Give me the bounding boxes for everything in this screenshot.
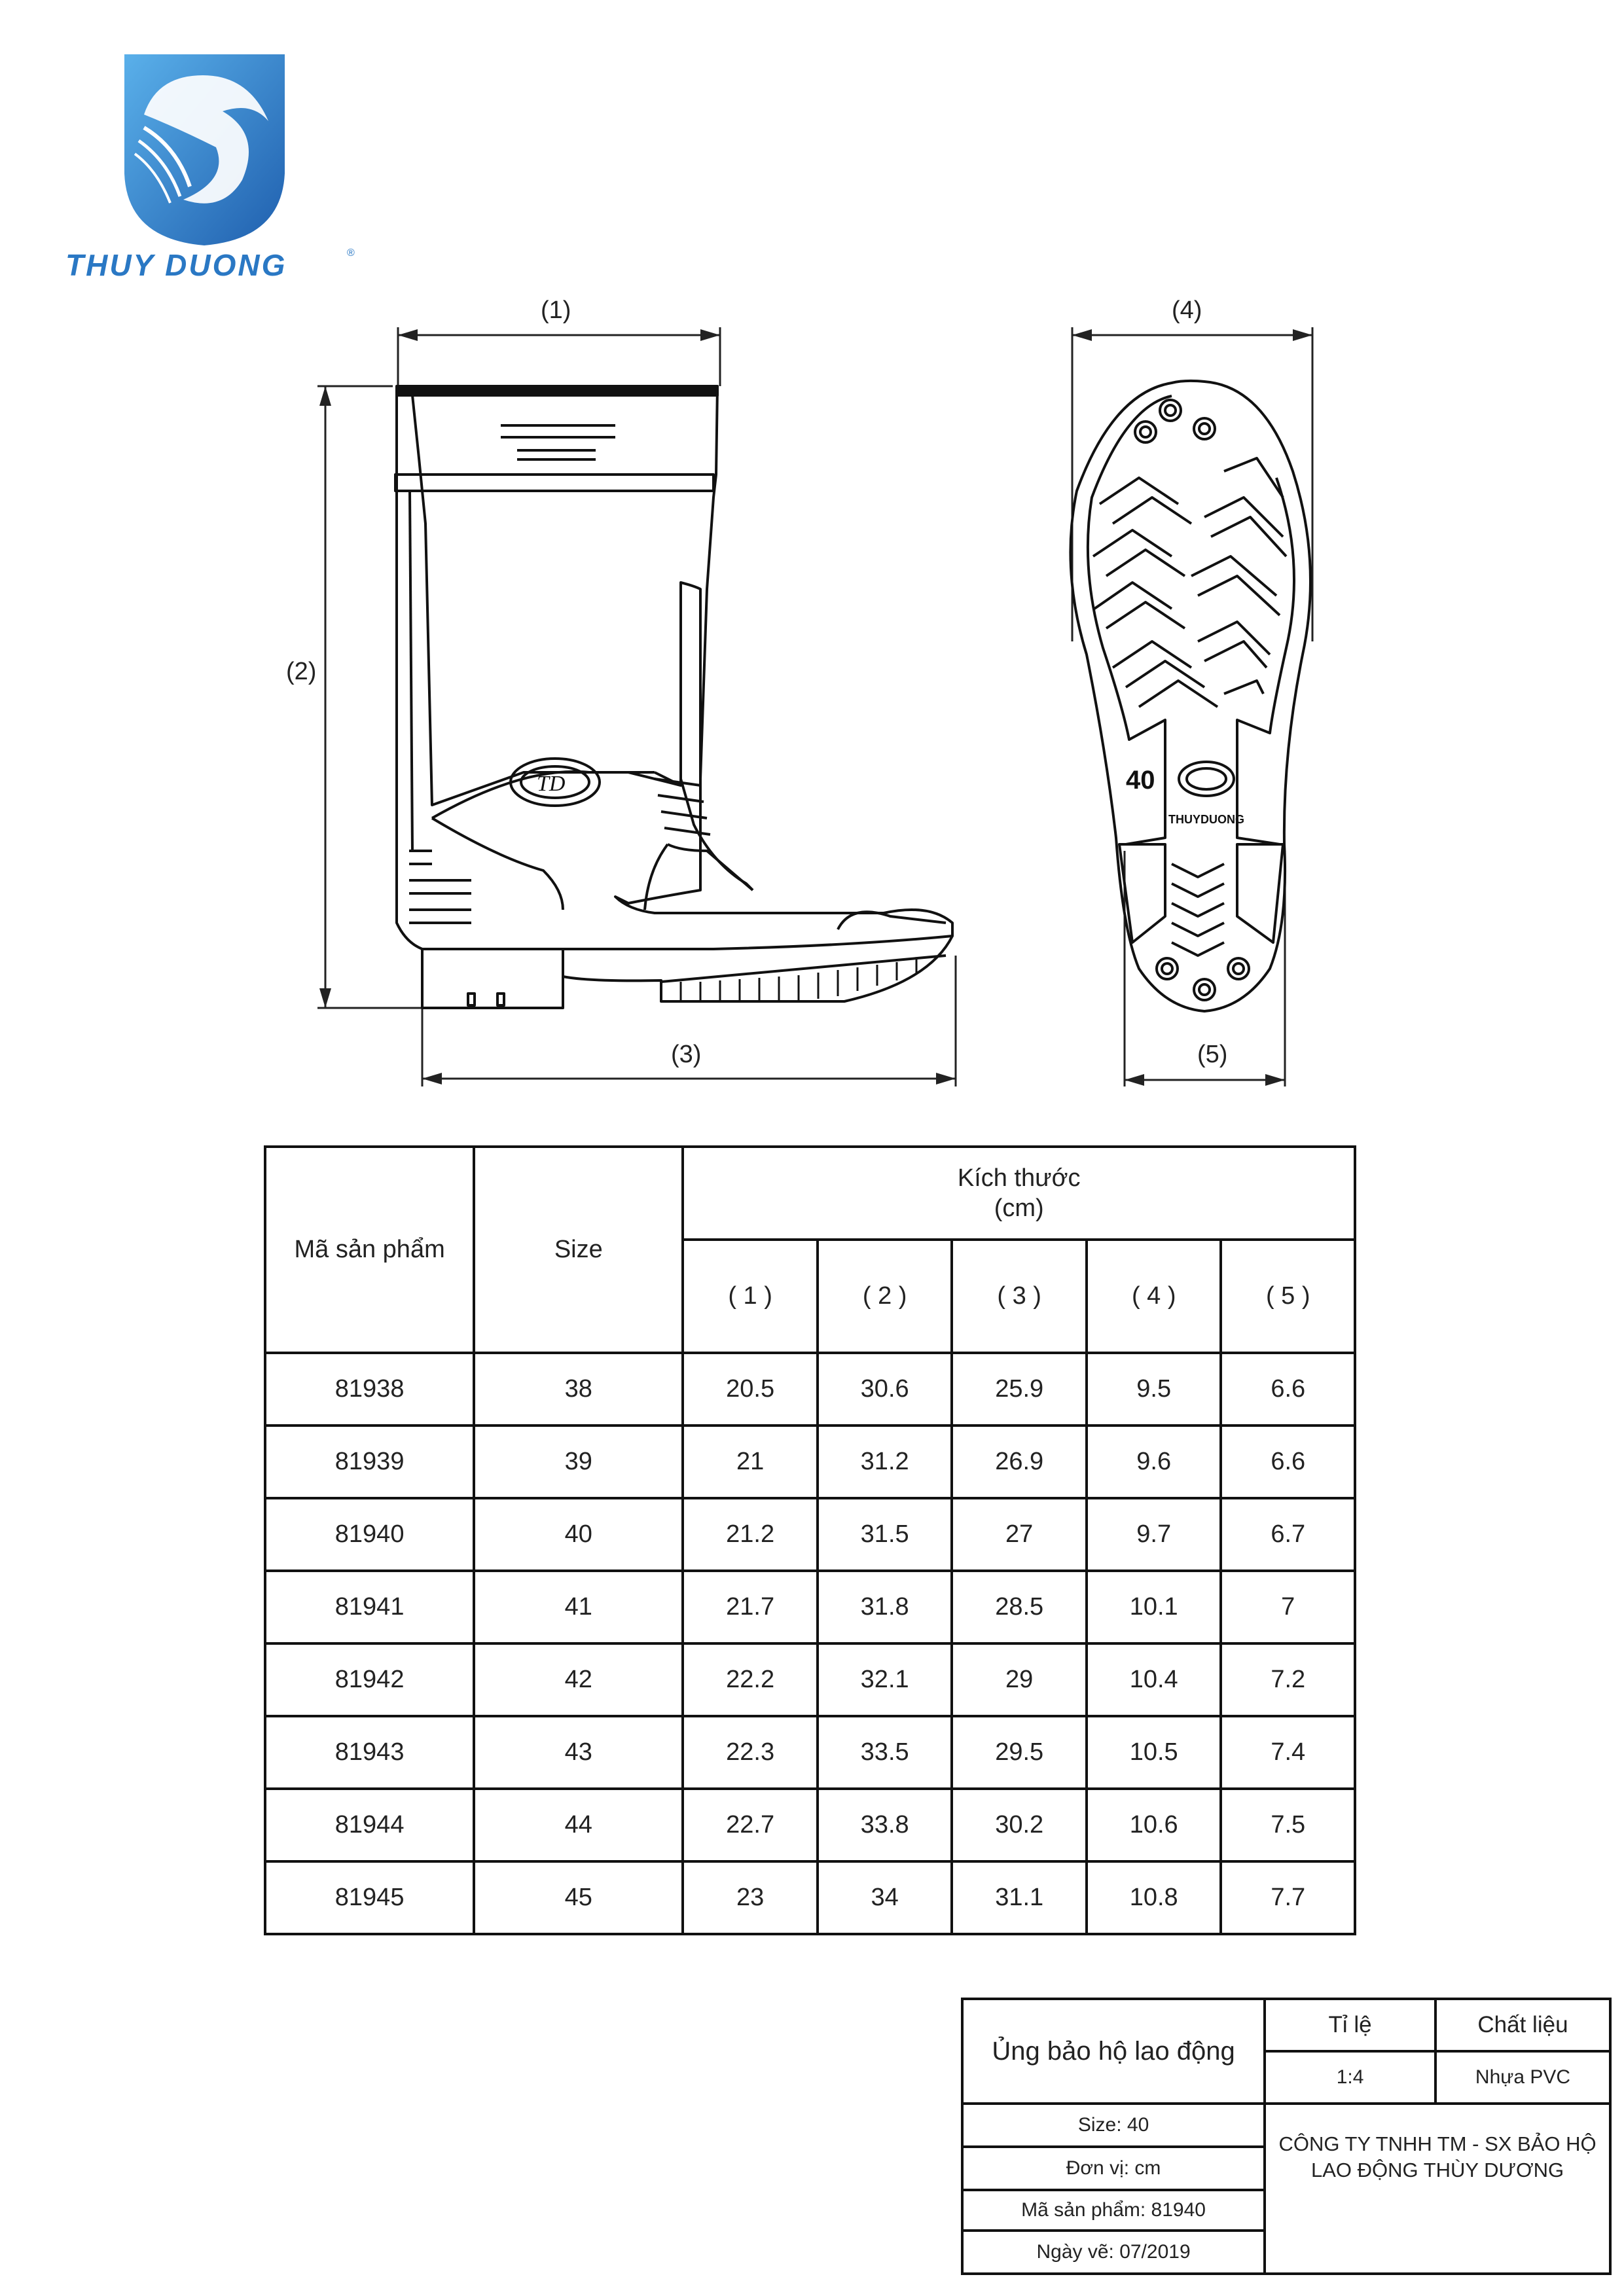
header-dimensions-title: Kích thước bbox=[957, 1164, 1081, 1192]
cell-d3: 30.2 bbox=[952, 1789, 1087, 1861]
table-row bbox=[265, 1861, 1355, 1934]
header-col-1: ( 1 ) bbox=[683, 1240, 818, 1353]
header-size: Size bbox=[474, 1147, 683, 1353]
dimension-label-3: (3) bbox=[671, 1041, 702, 1068]
cell-d1: 21.2 bbox=[683, 1498, 818, 1571]
header-dimensions-unit: (cm) bbox=[994, 1194, 1044, 1222]
cell-d1: 22.2 bbox=[683, 1643, 818, 1716]
cell-size: 41 bbox=[474, 1571, 683, 1643]
cell-code: 81939 bbox=[265, 1426, 474, 1498]
svg-text:TD: TD bbox=[537, 772, 566, 796]
header-col-4: ( 4 ) bbox=[1087, 1240, 1221, 1353]
cell-d5: 6.6 bbox=[1221, 1353, 1355, 1426]
cell-size: 39 bbox=[474, 1426, 683, 1498]
cell-size: 42 bbox=[474, 1643, 683, 1716]
table-row bbox=[265, 1571, 1355, 1643]
cell-code: 81944 bbox=[265, 1789, 474, 1861]
sole-brand-marking: THUYDUONG bbox=[1168, 813, 1244, 826]
sole-bottom-view bbox=[1070, 381, 1310, 1011]
cell-d5: 6.7 bbox=[1221, 1498, 1355, 1571]
sole-size-marking: 40 bbox=[1126, 766, 1155, 795]
cell-d4: 10.5 bbox=[1087, 1716, 1221, 1789]
dimension-label-1: (1) bbox=[541, 296, 571, 324]
cell-d2: 31.5 bbox=[818, 1498, 952, 1571]
cell-d5: 7.2 bbox=[1221, 1643, 1355, 1716]
drawing-product-code: Mã sản phẩm: 81940 bbox=[962, 2190, 1265, 2231]
header-col-3: ( 3 ) bbox=[952, 1240, 1087, 1353]
dimension-label-2: (2) bbox=[286, 658, 317, 685]
cell-d3: 31.1 bbox=[952, 1861, 1087, 1934]
drawing-title-block bbox=[961, 1998, 1612, 2275]
product-name: Ủng bảo hộ lao động bbox=[962, 1999, 1265, 2104]
header-col-5: ( 5 ) bbox=[1221, 1240, 1355, 1353]
cell-d5: 7.4 bbox=[1221, 1716, 1355, 1789]
drawing-date: Ngày vẽ: 07/2019 bbox=[962, 2231, 1265, 2274]
cell-d1: 22.7 bbox=[683, 1789, 818, 1861]
dimension-line-2 bbox=[317, 386, 422, 1008]
cell-code: 81940 bbox=[265, 1498, 474, 1571]
cell-size: 38 bbox=[474, 1353, 683, 1426]
cell-code: 81941 bbox=[265, 1571, 474, 1643]
scale-value: 1:4 bbox=[1265, 2051, 1435, 2104]
cell-size: 40 bbox=[474, 1498, 683, 1571]
dimension-line-1 bbox=[398, 327, 720, 386]
brand-name: THUY DUONG bbox=[65, 248, 287, 282]
table-row bbox=[265, 1643, 1355, 1716]
material-label: Chất liệu bbox=[1435, 1999, 1610, 2051]
table-row bbox=[265, 1353, 1355, 1426]
cell-d4: 10.6 bbox=[1087, 1789, 1221, 1861]
cell-code: 81942 bbox=[265, 1643, 474, 1716]
cell-size: 44 bbox=[474, 1789, 683, 1861]
cell-d3: 28.5 bbox=[952, 1571, 1087, 1643]
cell-d3: 29.5 bbox=[952, 1716, 1087, 1789]
cell-d4: 9.5 bbox=[1087, 1353, 1221, 1426]
table-row bbox=[265, 1426, 1355, 1498]
cell-d5: 7 bbox=[1221, 1571, 1355, 1643]
boot-technical-drawing bbox=[0, 0, 1624, 1113]
material-value: Nhựa PVC bbox=[1435, 2051, 1610, 2104]
dimension-label-5: (5) bbox=[1197, 1041, 1228, 1068]
cell-d2: 32.1 bbox=[818, 1643, 952, 1716]
cell-size: 43 bbox=[474, 1716, 683, 1789]
cell-d2: 34 bbox=[818, 1861, 952, 1934]
drawing-unit: Đơn vị: cm bbox=[962, 2147, 1265, 2190]
company-line-1: CÔNG TY TNHH TM - SX BẢO HỘ bbox=[1278, 2132, 1597, 2155]
cell-d5: 7.7 bbox=[1221, 1861, 1355, 1934]
boot-side-view bbox=[395, 386, 952, 1008]
cell-code: 81938 bbox=[265, 1353, 474, 1426]
cell-d3: 25.9 bbox=[952, 1353, 1087, 1426]
company-line-2: LAO ĐỘNG THÙY DƯƠNG bbox=[1311, 2159, 1564, 2181]
header-col-2: ( 2 ) bbox=[818, 1240, 952, 1353]
cell-d1: 21 bbox=[683, 1426, 818, 1498]
cell-d2: 31.8 bbox=[818, 1571, 952, 1643]
header-product-code: Mã sản phẩm bbox=[265, 1147, 474, 1353]
scale-label: Tỉ lệ bbox=[1265, 1999, 1435, 2051]
cell-size: 45 bbox=[474, 1861, 683, 1934]
size-dimensions-table bbox=[264, 1145, 1356, 1935]
table-row bbox=[265, 1716, 1355, 1789]
drawing-size: Size: 40 bbox=[962, 2104, 1265, 2147]
cell-d5: 7.5 bbox=[1221, 1789, 1355, 1861]
cell-d2: 30.6 bbox=[818, 1353, 952, 1426]
cell-d1: 20.5 bbox=[683, 1353, 818, 1426]
cell-d1: 21.7 bbox=[683, 1571, 818, 1643]
cell-d3: 27 bbox=[952, 1498, 1087, 1571]
cell-d4: 10.1 bbox=[1087, 1571, 1221, 1643]
cell-d2: 33.8 bbox=[818, 1789, 952, 1861]
cell-d1: 22.3 bbox=[683, 1716, 818, 1789]
cell-d4: 10.4 bbox=[1087, 1643, 1221, 1716]
company-name bbox=[1265, 2104, 1610, 2274]
header-dimensions bbox=[683, 1147, 1355, 1240]
cell-d3: 29 bbox=[952, 1643, 1087, 1716]
cell-d3: 26.9 bbox=[952, 1426, 1087, 1498]
cell-d5: 6.6 bbox=[1221, 1426, 1355, 1498]
table-row bbox=[265, 1789, 1355, 1861]
registered-mark: ® bbox=[347, 247, 355, 259]
cell-d1: 23 bbox=[683, 1861, 818, 1934]
cell-code: 81943 bbox=[265, 1716, 474, 1789]
cell-d4: 9.6 bbox=[1087, 1426, 1221, 1498]
cell-d2: 31.2 bbox=[818, 1426, 952, 1498]
dimension-label-4: (4) bbox=[1172, 296, 1202, 324]
cell-d4: 10.8 bbox=[1087, 1861, 1221, 1934]
cell-d4: 9.7 bbox=[1087, 1498, 1221, 1571]
cell-code: 81945 bbox=[265, 1861, 474, 1934]
table-row bbox=[265, 1498, 1355, 1571]
cell-d2: 33.5 bbox=[818, 1716, 952, 1789]
